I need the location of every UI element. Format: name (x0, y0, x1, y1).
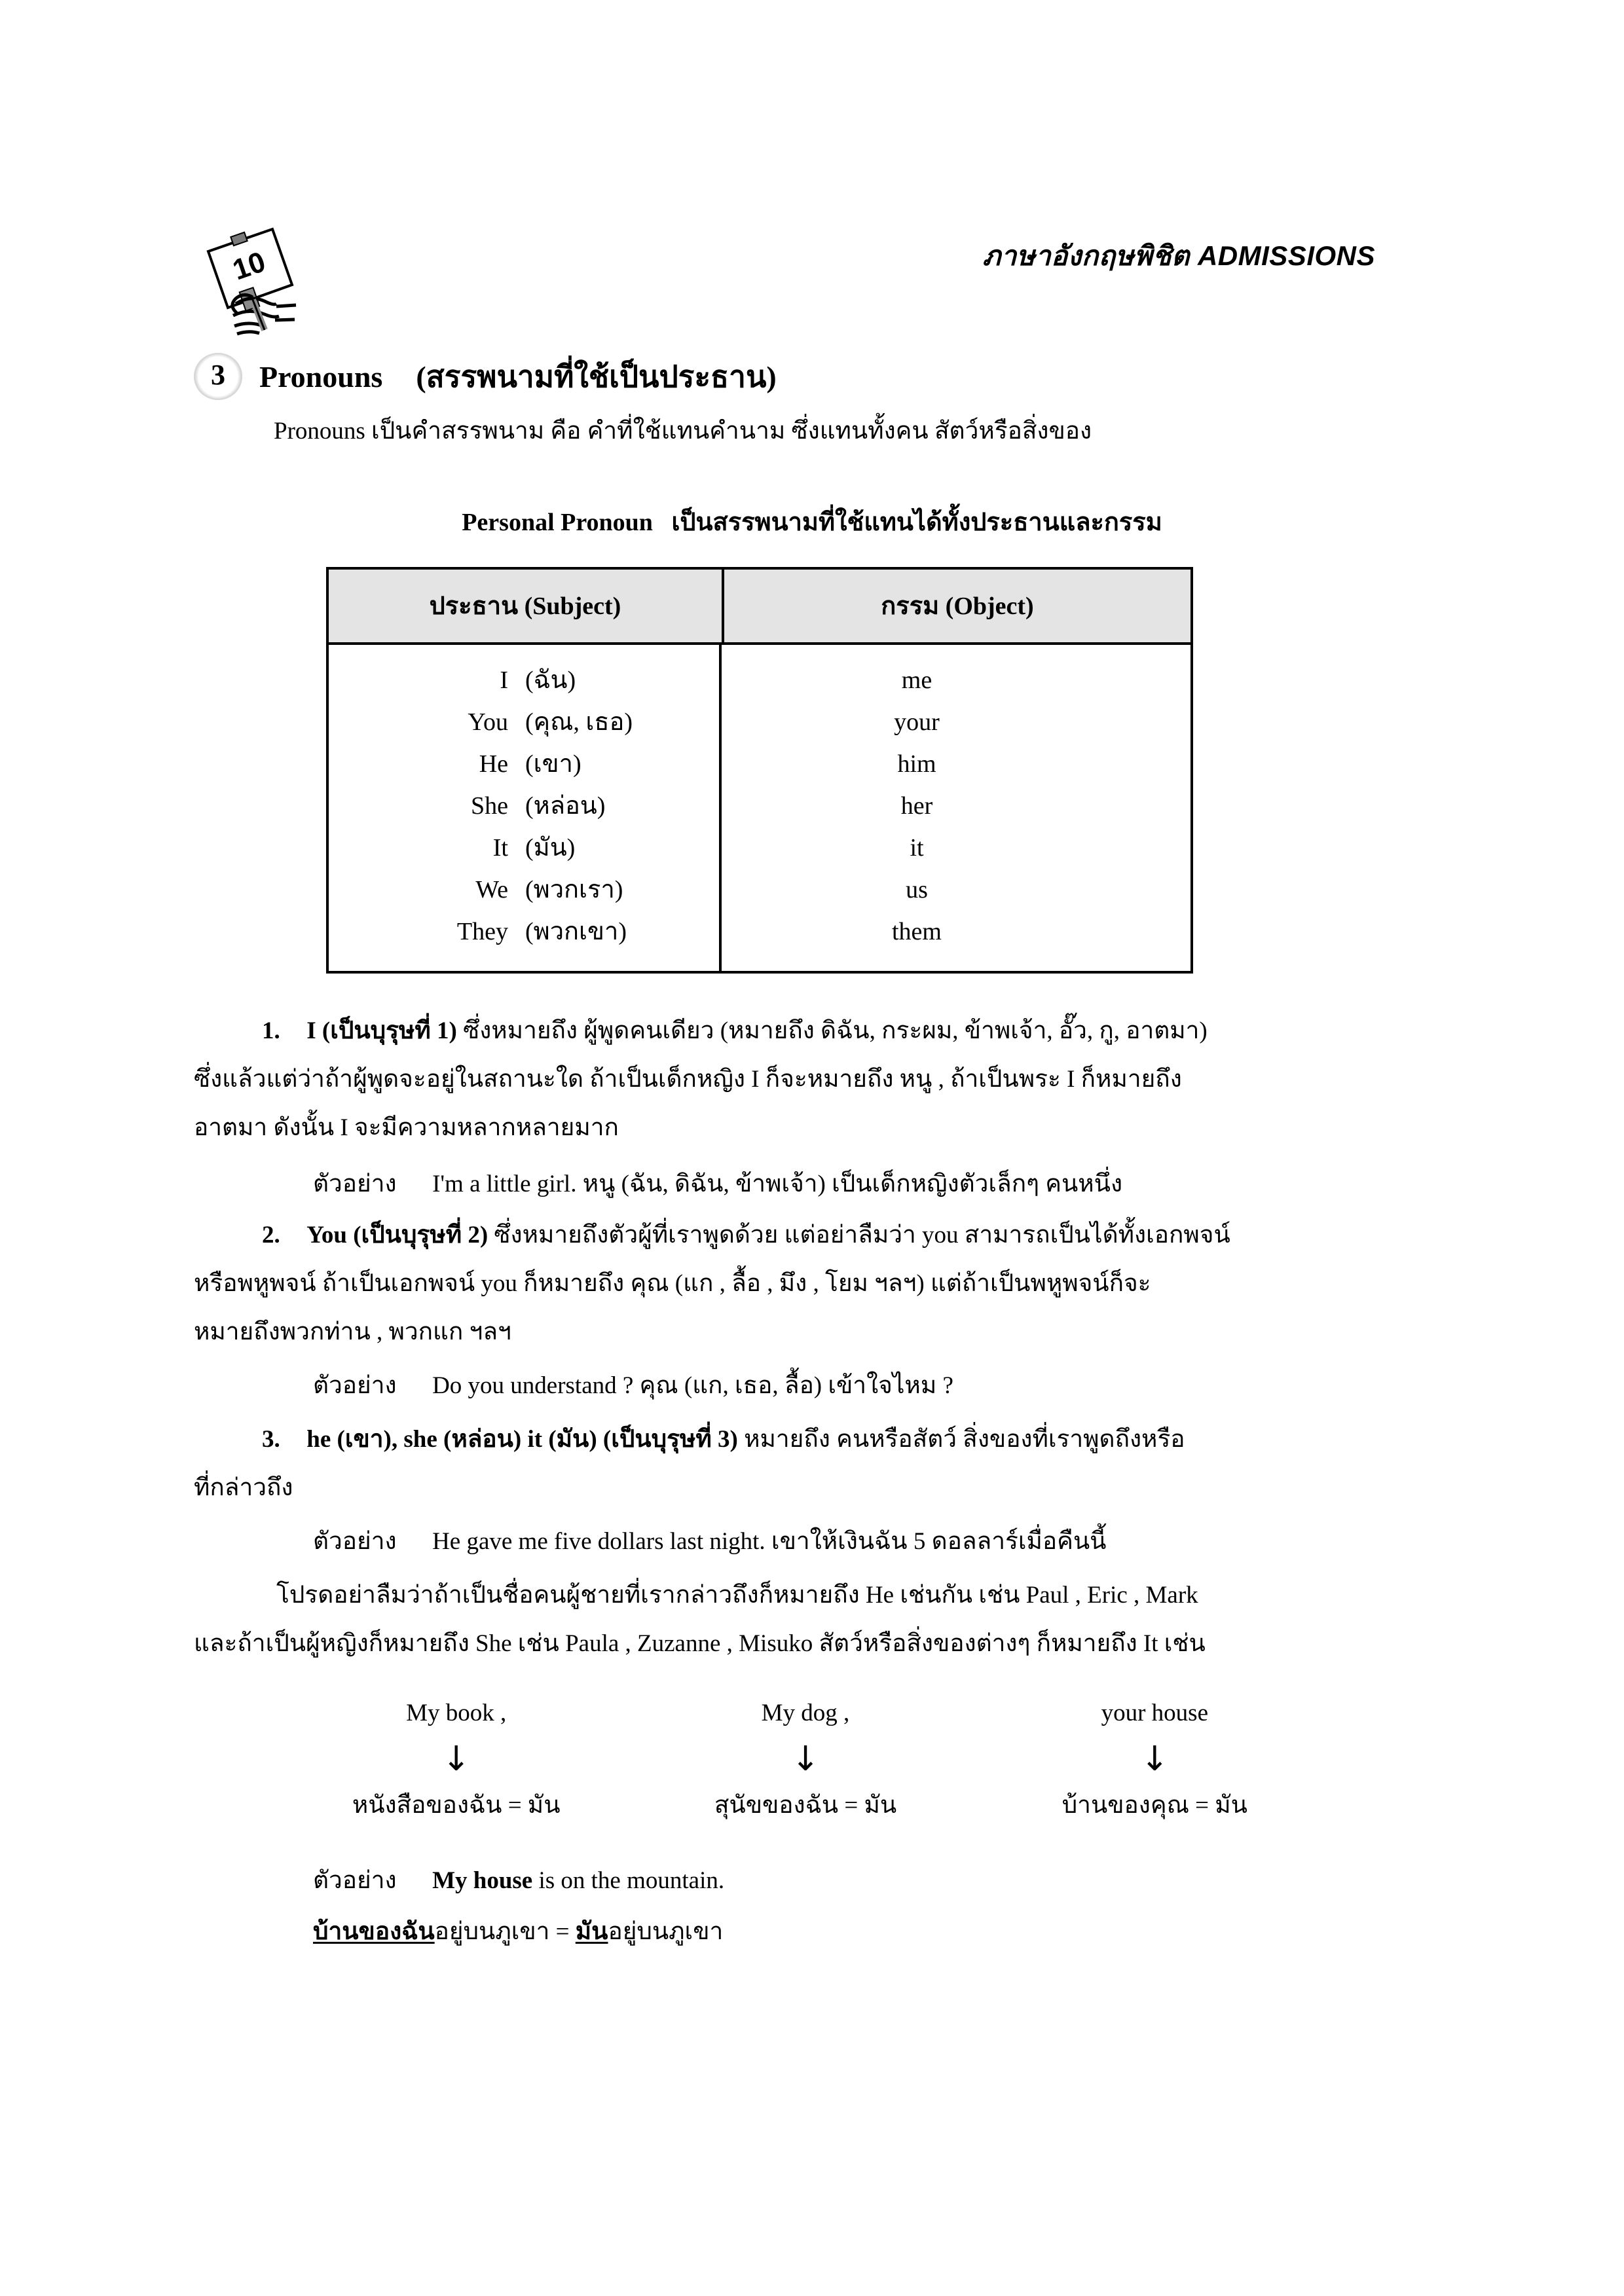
down-arrow-icon: ↓ (1140, 1740, 1170, 1779)
item-3-line-1 (262, 1427, 1185, 1451)
item-3-note-line-1: โปรดอย่าลืมว่าถ้าเป็นชื่อคนผู้ชายที่เรากล่าวถึงก็หมายถึง He เช่นกัน เช่น Paul , Eric , Mark (276, 1582, 1198, 1609)
item-2-lead: You (เป็นบุรุษที่ 2) (306, 1222, 489, 1248)
table-row (329, 743, 719, 785)
item-2-line-3: หมายถึงพวกท่าน , พวกแก ฯลฯ (194, 1319, 511, 1345)
subtitle-thai: เป็นสรรพนามที่ใช้แทนได้ทั้งประธานและกรรม (671, 509, 1162, 536)
object-cell: them (892, 918, 942, 945)
subject-en: You (468, 708, 508, 736)
item-1-example (313, 1172, 1122, 1196)
final-translation-part-3: มัน (575, 1918, 608, 1945)
header-title (983, 234, 1376, 278)
final-translation-part-1: บ้านของฉัน (313, 1918, 435, 1945)
table-row (329, 785, 719, 827)
intro-paragraph: Pronouns เป็นคำสรรพนาม คือ คำที่ใช้แทนคำนาม ซึ่งแทนทั้งคน สัตว์หรือสิ่งของ (274, 418, 1092, 445)
diagram-top-2: My dog , (761, 1700, 850, 1726)
possessive-arrow-diagram (282, 1701, 1329, 1817)
item-1-line-3: อาตมา ดังนั้น I จะมีความหลากหลายมาก (194, 1114, 619, 1141)
subject-en: He (479, 750, 508, 778)
subject-th: (ฉัน) (525, 666, 576, 694)
item-1-line-2: ซึ่งแล้วแต่ว่าถ้าผู้พูดจะอยู่ในสถานะใด ถ้าเป็นเด็กหญิง I ก็จะหมายถึง หนู , ถ้าเป็นพระ I ก็หมายถึง (194, 1066, 1182, 1093)
section-title (259, 353, 777, 401)
down-arrow-icon: ↓ (791, 1740, 820, 1779)
object-cell: it (910, 834, 924, 862)
page-number-text: 10 (229, 246, 270, 287)
item-1-number: 1. (262, 1017, 280, 1044)
diagram-bottom-3: บ้านของคุณ = มัน (1061, 1792, 1247, 1819)
final-translation-part-4: อยู่บนภูเขา (608, 1918, 724, 1945)
item-2-example (313, 1374, 953, 1398)
down-arrow-icon: ↓ (441, 1740, 471, 1779)
diagram-bottom-1: หนังสือของฉัน = มัน (352, 1792, 561, 1819)
subject-th: (เขา) (525, 750, 581, 778)
final-example-line (313, 1868, 724, 1893)
diagram-top-3: your house (1101, 1700, 1209, 1726)
item-2-line-1 (262, 1223, 1230, 1247)
section-heading (194, 354, 777, 399)
table-column-object (722, 645, 1190, 971)
table-header-object: กรรม (Object) (881, 592, 1034, 620)
item-1-rest: ซึ่งหมายถึง ผู้พูดคนเดียว (หมายถึง ดิฉัน, กระผม, ข้าพเจ้า, อั๊ว, กู, อาตมา) (463, 1017, 1208, 1044)
item-3-example-text: He gave me five dollars last night. เขาให้เงินฉัน 5 ดอลลาร์เมื่อคืนนี้ (432, 1528, 1107, 1555)
subject-en: She (471, 792, 508, 820)
table-body (329, 645, 1190, 971)
final-translation-part-2: อยู่บนภูเขา = (434, 1918, 576, 1945)
diagram-bottom-2: สุนัขของฉัน = มัน (714, 1792, 897, 1819)
object-cell: us (906, 876, 928, 903)
subject-en: I (500, 666, 508, 694)
item-3-example (313, 1529, 1106, 1554)
item-3-lead: he (เขา), she (หล่อน) it (มัน) (เป็นบุรุษที่ 3) (306, 1426, 738, 1453)
section-number-badge: 3 (194, 353, 242, 400)
subject-en: It (492, 834, 508, 862)
diagram-arrow-row (282, 1740, 1329, 1779)
final-translation-line (313, 1920, 723, 1944)
table-header-row (329, 570, 1190, 645)
subject-th: (มัน) (525, 834, 576, 862)
final-example-label: ตัวอย่าง (313, 1867, 397, 1894)
table-row (329, 701, 719, 743)
diagram-top-row (282, 1701, 1329, 1725)
item-2-number: 2. (262, 1222, 280, 1248)
subject-th: (พวกเรา) (525, 876, 623, 903)
section-title-thai: (สรรพนามที่ใช้เป็นประธาน) (416, 359, 777, 393)
subject-th: (พวกเขา) (525, 918, 627, 945)
object-cell: her (900, 792, 933, 820)
hand-holding-sign-icon (196, 216, 314, 340)
item-2-example-label: ตัวอย่าง (313, 1372, 397, 1399)
subject-th: (คุณ, เธอ) (525, 708, 633, 736)
personal-pronoun-subtitle (0, 501, 1624, 541)
table-header-subject: ประธาน (Subject) (329, 570, 724, 642)
header-title-thai: ภาษาอังกฤษพิชิต (982, 242, 1190, 272)
subject-en: We (475, 876, 508, 903)
table-row (329, 911, 719, 953)
item-1-lead: I (เป็นบุรุษที่ 1) (306, 1017, 457, 1044)
item-1-example-label: ตัวอย่าง (313, 1171, 397, 1197)
item-1-example-text: I'm a little girl. หนู (ฉัน, ดิฉัน, ข้าพเจ้า) เป็นเด็กหญิงตัวเล็กๆ คนหนึ่ง (432, 1171, 1123, 1197)
personal-pronoun-table (326, 567, 1193, 974)
object-cell: me (901, 666, 932, 694)
item-3-line-2: ที่กล่าวถึง (194, 1474, 293, 1501)
table-row (329, 827, 719, 869)
diagram-top-1: My book , (406, 1700, 507, 1726)
table-row (329, 869, 719, 911)
item-2-example-text: Do you understand ? คุณ (แก, เธอ, ลื้อ) เข้าใจไหม ? (432, 1372, 953, 1399)
item-3-example-label: ตัวอย่าง (313, 1528, 397, 1555)
object-cell: your (894, 708, 940, 736)
item-3-number: 3. (262, 1426, 280, 1453)
item-3-rest: หมายถึง คนหรือสัตว์ สิ่งของที่เราพูดถึงหรือ (744, 1426, 1185, 1453)
subject-en: They (456, 918, 508, 945)
header-title-en: ADMISSIONS (1197, 240, 1375, 271)
item-1-line-1 (262, 1019, 1208, 1043)
final-example-rest: is on the mountain. (538, 1867, 725, 1894)
object-cell: him (897, 750, 936, 778)
diagram-bottom-row (282, 1793, 1329, 1817)
subject-th: (หล่อน) (525, 792, 606, 820)
table-column-subject (329, 645, 722, 971)
section-title-en: Pronouns (259, 359, 383, 393)
item-2-rest: ซึ่งหมายถึงตัวผู้ที่เราพูดด้วย แต่อย่าลืมว่า you สามารถเป็นได้ทั้งเอกพจน์ (494, 1222, 1230, 1248)
final-example-bold: My house (432, 1867, 533, 1894)
subtitle-en: Personal Pronoun (462, 509, 653, 536)
table-row (329, 659, 719, 701)
page-header (196, 216, 1375, 301)
item-3-note-line-2: และถ้าเป็นผู้หญิงก็หมายถึง She เช่น Paula , Zuzanne , Misuko สัตว์หรือสิ่งของต่างๆ ก็หมายถึง It เช่น (194, 1630, 1206, 1657)
item-2-line-2: หรือพหูพจน์ ถ้าเป็นเอกพจน์ you ก็หมายถึง คุณ (แก , ลื้อ , มึง , โยม ฯลฯ) แต่ถ้าเป็นพหูพจน์ก็จะ (194, 1270, 1151, 1297)
